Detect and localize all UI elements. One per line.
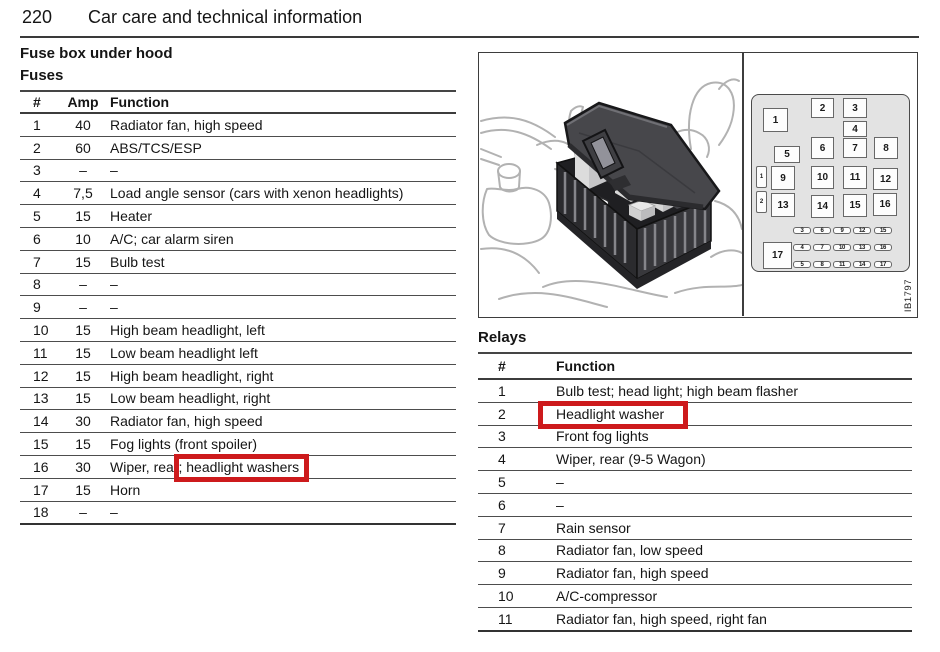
fuse-function: ABS/TCS/ESP xyxy=(110,139,202,156)
relay-col-num: # xyxy=(498,358,506,374)
figure-fuse-box xyxy=(478,52,918,318)
figure-divider xyxy=(742,53,744,316)
fuse-amp: 15 xyxy=(75,367,91,384)
fuse-row-6 xyxy=(20,228,456,251)
fuse-amp: 15 xyxy=(75,390,91,407)
fuse-box-illustration xyxy=(479,53,742,316)
panel-fuse-2: 2 xyxy=(811,98,834,118)
relay-num: 7 xyxy=(498,519,506,536)
fuse-row-17 xyxy=(20,479,456,502)
fuse-table-body xyxy=(20,114,456,523)
panel-mini-fuse-15: 15 xyxy=(874,227,892,234)
relay-function: – xyxy=(556,496,564,513)
fuse-col-num: # xyxy=(33,94,41,110)
panel-side-tab-2: 2 xyxy=(756,191,767,213)
panel-fuse-13: 13 xyxy=(771,193,795,217)
panel-fuse-9: 9 xyxy=(771,166,795,190)
relay-row-11 xyxy=(478,608,912,630)
fuse-num: 7 xyxy=(33,253,41,270)
relay-function: – xyxy=(556,474,564,491)
fuse-function: A/C; car alarm siren xyxy=(110,230,234,247)
fuse-row-16 xyxy=(20,456,456,479)
page-title: Car care and technical information xyxy=(88,7,363,27)
fuse-row-1 xyxy=(20,114,456,137)
fuse-amp: – xyxy=(79,162,87,179)
fuse-function: – xyxy=(110,504,118,521)
fuse-function: Load angle sensor (cars with xenon headlights) xyxy=(110,185,404,202)
figure-code: IB1797 xyxy=(903,278,914,312)
relay-function: A/C-compressor xyxy=(556,588,658,605)
fuse-num: 11 xyxy=(33,344,48,361)
fuse-row-14 xyxy=(20,410,456,433)
fuse-function: Wiper, rear xyxy=(110,458,179,475)
fuse-amp: – xyxy=(79,299,87,316)
fuse-row-11 xyxy=(20,342,456,365)
fuse-amp: 30 xyxy=(75,458,91,475)
fuse-amp: 40 xyxy=(75,116,91,133)
fuse-amp: 15 xyxy=(75,322,91,339)
panel-fuse-17: 17 xyxy=(763,242,792,269)
relay-table xyxy=(478,352,912,632)
relay-num: 11 xyxy=(498,610,513,627)
fuse-num: 14 xyxy=(33,413,49,430)
fuse-amp: 30 xyxy=(75,413,91,430)
relay-function: Wiper, rear (9-5 Wagon) xyxy=(556,451,706,468)
fuse-amp: 15 xyxy=(75,208,91,225)
fuse-function: Bulb test xyxy=(110,253,165,270)
fuse-function: High beam headlight, right xyxy=(110,367,274,384)
relay-num: 6 xyxy=(498,496,506,513)
panel-mini-fuse-9: 9 xyxy=(833,227,851,234)
relay-col-function: Function xyxy=(556,358,616,374)
relay-function-highlighted: Headlight washer xyxy=(556,405,665,422)
relay-num: 9 xyxy=(498,565,506,582)
fuse-row-18 xyxy=(20,502,456,524)
fuse-col-function: Function xyxy=(110,94,170,110)
fuse-num: 3 xyxy=(33,162,41,179)
relay-row-7 xyxy=(478,517,912,540)
relay-row-8 xyxy=(478,540,912,563)
section-heading-fuse-box: Fuse box under hood xyxy=(20,45,173,62)
panel-mini-fuse-3: 3 xyxy=(793,227,811,234)
fuse-row-3 xyxy=(20,160,456,183)
fuse-row-9 xyxy=(20,296,456,319)
panel-mini-fuse-13: 13 xyxy=(853,244,871,251)
relay-row-1 xyxy=(478,380,912,403)
fuse-function-highlighted: ; headlight washers xyxy=(178,458,300,475)
relay-num: 4 xyxy=(498,451,506,468)
fuse-num: 18 xyxy=(33,504,49,521)
relay-num: 8 xyxy=(498,542,506,559)
fuse-row-7 xyxy=(20,251,456,274)
relay-row-5 xyxy=(478,471,912,494)
panel-fuse-4: 4 xyxy=(843,121,867,137)
fuse-function: Heater xyxy=(110,208,153,225)
fuse-function: Horn xyxy=(110,481,141,498)
fuse-row-15 xyxy=(20,433,456,456)
panel-fuse-7: 7 xyxy=(843,138,867,158)
fuse-function: Radiator fan, high speed xyxy=(110,413,263,430)
panel-mini-fuse-7: 7 xyxy=(813,244,831,251)
panel-mini-fuse-14: 14 xyxy=(853,261,871,268)
fuse-amp: 15 xyxy=(75,344,91,361)
panel-side-tab-1: 1 xyxy=(756,166,767,188)
fuse-num: 1 xyxy=(33,116,41,133)
panel-mini-fuse-16: 16 xyxy=(874,244,892,251)
fuse-col-amp: Amp xyxy=(67,94,99,110)
fuse-function: Radiator fan, high speed xyxy=(110,116,263,133)
fuse-num: 13 xyxy=(33,390,49,407)
relay-function: Front fog lights xyxy=(556,428,649,445)
fuse-row-13 xyxy=(20,388,456,411)
relay-row-4 xyxy=(478,448,912,471)
fuse-num: 16 xyxy=(33,458,49,475)
fuse-num: 6 xyxy=(33,230,41,247)
fuse-num: 8 xyxy=(33,276,41,293)
relay-row-9 xyxy=(478,562,912,585)
panel-fuse-11: 11 xyxy=(843,166,867,189)
relay-row-3 xyxy=(478,426,912,449)
relay-row-6 xyxy=(478,494,912,517)
subsection-heading-fuses: Fuses xyxy=(20,67,64,84)
panel-fuse-1: 1 xyxy=(763,108,788,132)
panel-fuse-14: 14 xyxy=(811,195,834,218)
relay-function: Radiator fan, low speed xyxy=(556,542,704,559)
fuse-function: Low beam headlight left xyxy=(110,344,258,361)
fuse-row-8 xyxy=(20,274,456,297)
fuse-amp: 7,5 xyxy=(73,185,93,202)
fuse-num: 17 xyxy=(33,481,49,498)
fuse-row-5 xyxy=(20,205,456,228)
relay-row-2 xyxy=(478,403,912,426)
relay-function: Radiator fan, high speed, right fan xyxy=(556,610,767,627)
relay-num: 1 xyxy=(498,382,506,399)
relay-num: 3 xyxy=(498,428,506,445)
panel-fuse-6: 6 xyxy=(811,137,834,159)
header-rule xyxy=(20,36,919,38)
fuse-function: Low beam headlight, right xyxy=(110,390,271,407)
fuse-amp: 10 xyxy=(75,230,91,247)
fuse-num: 12 xyxy=(33,367,49,384)
relay-num: 10 xyxy=(498,588,514,605)
panel-mini-fuse-12: 12 xyxy=(853,227,871,234)
panel-fuse-16: 16 xyxy=(873,193,897,216)
relay-num: 2 xyxy=(498,405,506,422)
fuse-amp: 15 xyxy=(75,481,91,498)
panel-mini-fuse-5: 5 xyxy=(793,261,811,268)
fuse-amp: 15 xyxy=(75,253,91,270)
fuse-num: 10 xyxy=(33,322,49,339)
relay-num: 5 xyxy=(498,474,506,491)
fuse-amp: – xyxy=(79,504,87,521)
fuse-amp: 15 xyxy=(75,436,91,453)
fuse-layout-panel xyxy=(751,94,910,272)
fuse-row-12 xyxy=(20,365,456,388)
section-heading-relays: Relays xyxy=(478,329,527,346)
fuse-amp: 60 xyxy=(75,139,91,156)
fuse-function: – xyxy=(110,299,118,316)
relay-table-header xyxy=(478,354,912,380)
relay-function: Rain sensor xyxy=(556,519,631,536)
panel-mini-fuse-6: 6 xyxy=(813,227,831,234)
relay-table-body xyxy=(478,380,912,630)
fuse-num: 5 xyxy=(33,208,41,225)
panel-mini-fuse-11: 11 xyxy=(833,261,851,268)
fuse-function: – xyxy=(110,276,118,293)
fuse-amp: – xyxy=(79,276,87,293)
fuse-row-4 xyxy=(20,182,456,205)
panel-mini-fuse-17: 17 xyxy=(874,261,892,268)
relay-function: Bulb test; head light; high beam flasher xyxy=(556,382,799,399)
panel-fuse-15: 15 xyxy=(843,194,867,217)
relay-function: Radiator fan, high speed xyxy=(556,565,709,582)
panel-fuse-5: 5 xyxy=(774,146,800,163)
panel-fuse-3: 3 xyxy=(843,98,867,118)
fuse-table xyxy=(20,90,456,525)
panel-fuse-10: 10 xyxy=(811,166,834,189)
fuse-function: Fog lights (front spoiler) xyxy=(110,436,258,453)
panel-fuse-8: 8 xyxy=(874,137,898,159)
page-number: 220 xyxy=(22,7,53,27)
fuse-function: – xyxy=(110,162,118,179)
panel-fuse-12: 12 xyxy=(873,168,898,190)
panel-mini-fuse-10: 10 xyxy=(833,244,851,251)
fuse-num: 9 xyxy=(33,299,41,316)
fuse-function: High beam headlight, left xyxy=(110,322,265,339)
fuse-table-header xyxy=(20,92,456,114)
fuse-num: 4 xyxy=(33,185,41,202)
relay-row-10 xyxy=(478,585,912,608)
fuse-row-2 xyxy=(20,137,456,160)
fuse-num: 2 xyxy=(33,139,41,156)
panel-mini-fuse-8: 8 xyxy=(813,261,831,268)
panel-mini-fuse-4: 4 xyxy=(793,244,811,251)
fuse-row-10 xyxy=(20,319,456,342)
fuse-num: 15 xyxy=(33,436,49,453)
